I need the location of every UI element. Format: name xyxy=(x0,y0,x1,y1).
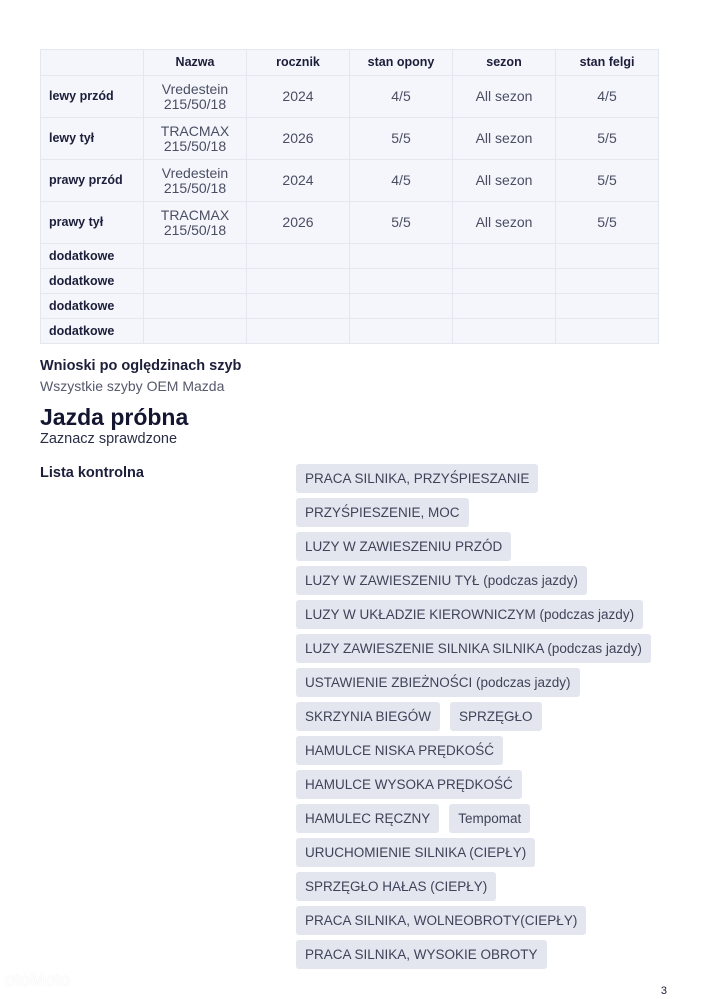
empty-cell xyxy=(350,319,453,344)
empty-cell xyxy=(556,269,659,294)
empty-cell xyxy=(453,269,556,294)
test-drive-subtitle: Zaznacz sprawdzone xyxy=(40,431,178,447)
page-number: 3 xyxy=(660,985,667,997)
table-row xyxy=(41,160,659,202)
checklist-chip[interactable]: PRACA SILNIKA, WOLNEOBROTY(CIEPŁY) xyxy=(296,906,586,935)
header-cell-year: rocznik xyxy=(247,50,350,76)
row-label: dodatkowe xyxy=(41,319,144,344)
header-cell-season: sezon xyxy=(453,50,556,76)
checklist-chip[interactable]: URUCHOMIENIE SILNIKA (CIEPŁY) xyxy=(296,838,535,867)
rim-condition-cell: 4/5 xyxy=(556,76,659,118)
table-header-row xyxy=(41,50,659,76)
checklist-chip[interactable]: LUZY W ZAWIESZENIU PRZÓD xyxy=(296,532,511,561)
row-label: dodatkowe xyxy=(41,294,144,319)
checklist-chip[interactable]: PRACA SILNIKA, PRZYŚPIESZANIE xyxy=(296,464,538,493)
empty-cell xyxy=(556,294,659,319)
empty-cell xyxy=(247,319,350,344)
tire-condition-cell: 4/5 xyxy=(350,76,453,118)
tire-name-cell xyxy=(144,160,247,202)
header-cell-tire-condition: stan opony xyxy=(350,50,453,76)
tire-name-cell xyxy=(144,118,247,160)
header-cell-empty xyxy=(41,50,144,76)
table-row-extra xyxy=(41,244,659,269)
tire-condition-cell: 5/5 xyxy=(350,118,453,160)
empty-cell xyxy=(144,269,247,294)
empty-cell xyxy=(247,294,350,319)
row-label: prawy przód xyxy=(41,160,144,202)
tire-name-cell xyxy=(144,76,247,118)
empty-cell xyxy=(556,319,659,344)
year-cell: 2024 xyxy=(247,160,350,202)
tire-name-cell xyxy=(144,202,247,244)
empty-cell xyxy=(350,244,453,269)
empty-cell xyxy=(144,294,247,319)
checklist-chip[interactable]: SPRZĘGŁO xyxy=(450,702,542,731)
row-label: lewy przód xyxy=(41,76,144,118)
header-cell-name: Nazwa xyxy=(144,50,247,76)
tire-size: 215/50/18 xyxy=(163,137,227,154)
tire-size: 215/50/18 xyxy=(163,179,227,196)
year-cell: 2024 xyxy=(247,76,350,118)
tire-size: 215/50/18 xyxy=(163,221,227,238)
checklist-chip[interactable]: HAMULCE WYSOKA PRĘDKOŚĆ xyxy=(296,770,522,799)
empty-cell xyxy=(453,294,556,319)
table-row-extra xyxy=(41,319,659,344)
empty-cell xyxy=(453,244,556,269)
checklist-chips xyxy=(296,464,666,969)
table-row xyxy=(41,118,659,160)
rim-condition-cell: 5/5 xyxy=(556,160,659,202)
checklist-chip[interactable]: PRZYŚPIESZENIE, MOC xyxy=(296,498,469,527)
checklist-chip[interactable]: LUZY ZAWIESZENIE SILNIKA SILNIKA (podczas jazdy) xyxy=(296,634,651,663)
year-cell: 2026 xyxy=(247,202,350,244)
empty-cell xyxy=(556,244,659,269)
empty-cell xyxy=(247,244,350,269)
season-cell: All sezon xyxy=(453,76,556,118)
checklist-chip[interactable]: SPRZĘGŁO HAŁAS (CIEPŁY) xyxy=(296,872,496,901)
table-row xyxy=(41,202,659,244)
year-cell: 2026 xyxy=(247,118,350,160)
checklist-chip[interactable]: LUZY W ZAWIESZENIU TYŁ (podczas jazdy) xyxy=(296,566,587,595)
checklist-chip[interactable]: PRACA SILNIKA, WYSOKIE OBROTY xyxy=(296,940,547,969)
tire-condition-cell: 4/5 xyxy=(350,160,453,202)
empty-cell xyxy=(144,319,247,344)
row-label: lewy tył xyxy=(41,118,144,160)
rim-condition-cell: 5/5 xyxy=(556,118,659,160)
checklist-chip[interactable]: HAMULCE NISKA PRĘDKOŚĆ xyxy=(296,736,503,765)
empty-cell xyxy=(453,319,556,344)
checklist-chip[interactable]: USTAWIENIE ZBIEŻNOŚCI (podczas jazdy) xyxy=(296,668,580,697)
empty-cell xyxy=(144,244,247,269)
table-row xyxy=(41,76,659,118)
test-drive-title: Jazda próbna xyxy=(40,404,189,430)
checklist-chip[interactable]: SKRZYNIA BIEGÓW xyxy=(296,702,440,731)
glass-conclusions-text: Wszystkie szyby OEM Mazda xyxy=(40,378,225,394)
tire-brand: Vredestein xyxy=(161,164,229,181)
tire-brand: Vredestein xyxy=(161,80,229,97)
tire-table xyxy=(40,49,659,344)
season-cell: All sezon xyxy=(453,160,556,202)
header-cell-rim-condition: stan felgi xyxy=(556,50,659,76)
glass-conclusions-title: Wnioski po oględzinach szyb xyxy=(40,358,242,374)
season-cell: All sezon xyxy=(453,202,556,244)
tire-size: 215/50/18 xyxy=(163,95,227,112)
season-cell: All sezon xyxy=(453,118,556,160)
row-label: dodatkowe xyxy=(41,244,144,269)
checklist-chip[interactable]: HAMULEC RĘCZNY xyxy=(296,804,439,833)
tire-brand: TRACMAX xyxy=(160,206,230,223)
checklist-label: Lista kontrolna xyxy=(40,465,144,481)
tire-condition-cell: 5/5 xyxy=(350,202,453,244)
empty-cell xyxy=(350,269,453,294)
checklist-chip[interactable]: Tempomat xyxy=(449,804,530,833)
empty-cell xyxy=(247,269,350,294)
tire-brand: TRACMAX xyxy=(160,122,230,139)
table-row-extra xyxy=(41,294,659,319)
row-label: dodatkowe xyxy=(41,269,144,294)
rim-condition-cell: 5/5 xyxy=(556,202,659,244)
empty-cell xyxy=(350,294,453,319)
table-row-extra xyxy=(41,269,659,294)
row-label: prawy tył xyxy=(41,202,144,244)
checklist-chip[interactable]: LUZY W UKŁADZIE KIEROWNICZYM (podczas jazdy) xyxy=(296,600,643,629)
watermark-logo: otoMoto xyxy=(5,970,71,990)
